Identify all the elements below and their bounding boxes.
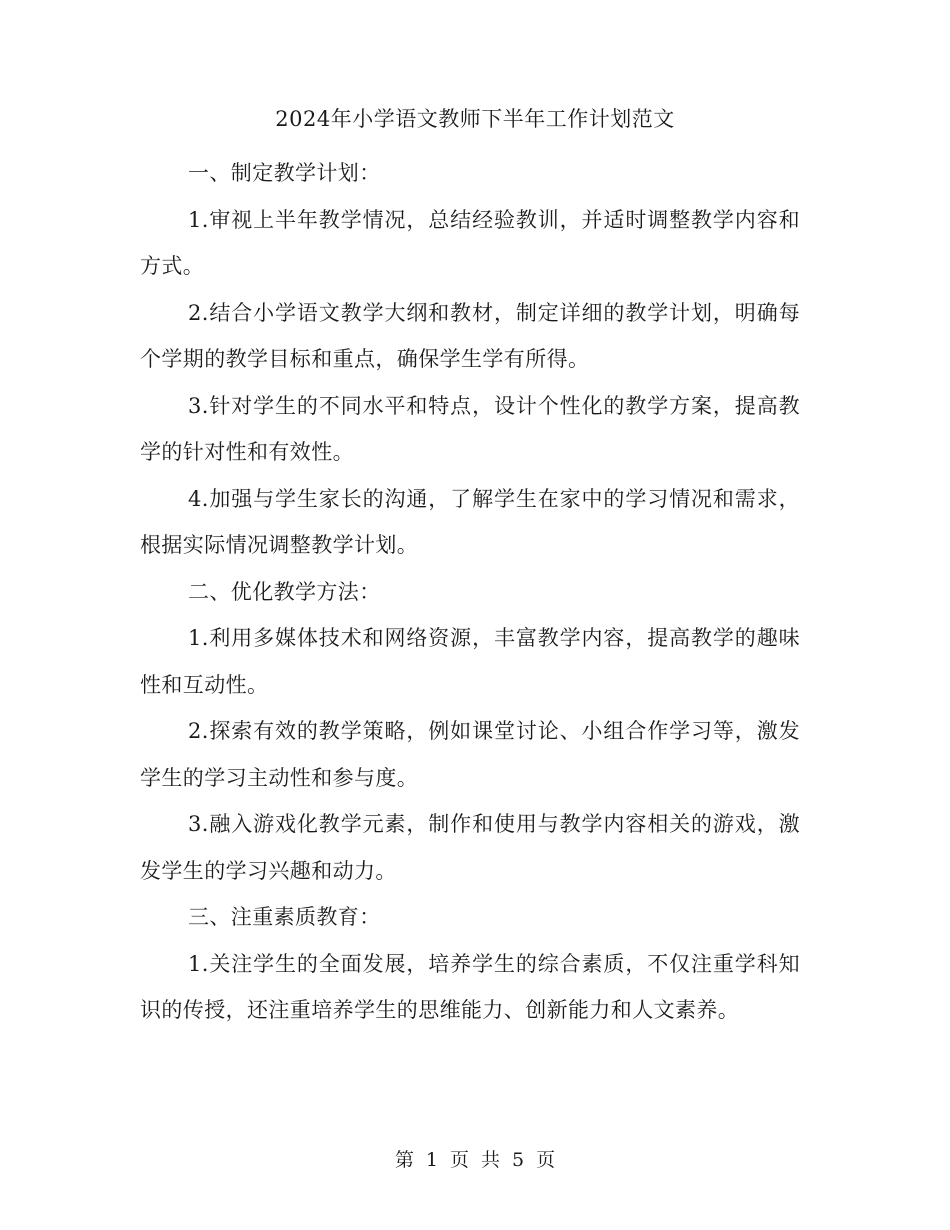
paragraph: 2.探索有效的教学策略，例如课堂讨论、小组合作学习等，激发学生的学习主动性和参与度。 [140, 719, 800, 790]
paragraph: 1.关注学生的全面发展，培养学生的综合素质，不仅注重学科知识的传授，还注重培养学生的思维能力、创新能力和人文素养。 [140, 951, 800, 1022]
document-body [140, 150, 800, 1034]
paragraph: 4.加强与学生家长的沟通，了解学生在家中的学习情况和需求，根据实际情况调整教学计划。 [140, 486, 800, 557]
page-number-footer: 第 1 页 共 5 页 [394, 1149, 556, 1171]
paragraph: 1.审视上半年教学情况，总结经验教训，并适时调整教学内容和方式。 [140, 207, 800, 278]
paragraph: 3.针对学生的不同水平和特点，设计个性化的教学方案，提高教学的针对性和有效性。 [140, 393, 800, 464]
paragraph: 3.融入游戏化教学元素，制作和使用与教学内容相关的游戏，激发学生的学习兴趣和动力。 [140, 812, 800, 883]
document-title: 2024年小学语文教师下半年工作计划范文 [275, 107, 675, 131]
section-heading-quality: 三、注重素质教育： [188, 905, 381, 929]
section-heading-plan: 一、制定教学计划： [188, 161, 381, 185]
paragraph: 2.结合小学语文教学大纲和教材，制定详细的教学计划，明确每个学期的教学目标和重点，确保学生学有所得。 [140, 300, 800, 371]
section-heading-methods: 二、优化教学方法： [188, 579, 381, 604]
paragraph: 1.利用多媒体技术和网络资源，丰富教学内容，提高教学的趣味性和互动性。 [140, 626, 800, 697]
